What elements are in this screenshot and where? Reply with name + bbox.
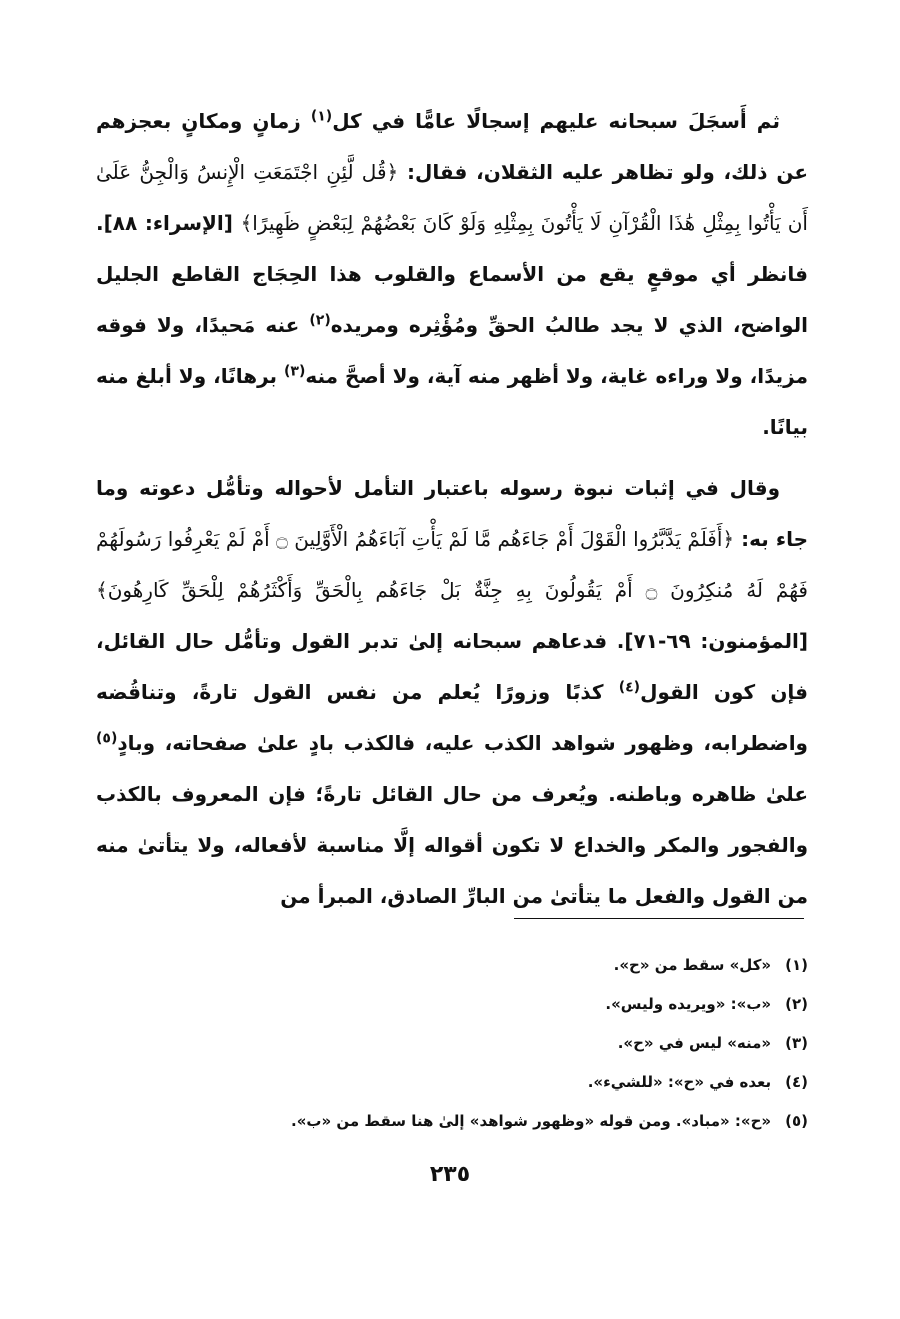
text-segment: [الإسراء: ٨٨]. فانظر أي موقعٍ يقع من الأسماع والقلوب هذا الحِجَاج القاطع الجليل الواضح، الذي لا يجد طالبُ الحقِّ ومُؤْثِره ومريده: [96, 211, 808, 337]
footnotes: [96, 946, 808, 1141]
paragraph-2: [96, 463, 808, 922]
footnote-item: [96, 946, 808, 985]
text-segment: علىٰ ظاهره وباطنه. ويُعرف من حال القائل تارةً؛ فإن المعروف بالكذب والفجور والمكر والخداع لا تكون أقواله إلَّا مناسبة لأفعاله، ولا يتأتىٰ منه من القول والفعل ما يتأتىٰ من البارِّ الصادق، المبرأ من: [96, 782, 808, 908]
footnote-number: (٥): [785, 1112, 808, 1130]
footnote-item: [96, 1063, 808, 1102]
quran-verse: ﴿أَفَلَمْ يَدَّبَّرُوا الْقَوْلَ أَمْ جَاءَهُم مَّا لَمْ يَأْتِ آبَاءَهُمُ الْأَوَّلِينَ ۝ أَمْ لَمْ يَعْرِفُوا رَسُولَهُمْ فَهُمْ لَهُ مُنكِرُونَ ۝ أَمْ يَقُولُونَ بِهِ جِنَّةٌ بَلْ جَاءَهُم بِالْحَقِّ وَأَكْثَرُهُمْ لِلْحَقِّ كَارِهُونَ﴾: [96, 527, 808, 602]
footnote-text: «ح»: «مباد». ومن قوله «وظهور شواهد» إلىٰ هنا سقط من «ب».: [291, 1112, 772, 1130]
text-segment: [المؤمنون: ٦٩-٧١]. فدعاهم سبحانه إلىٰ تدبر القول وتأمُّل حال القائل، فإن كون القول: [96, 629, 809, 704]
text-segment: عنه مَحيدًا، ولا فوقه مزيدًا، ولا وراءه غاية، ولا أظهر منه آية، ولا أصحَّ منه: [96, 313, 808, 388]
footnote-ref-2: (٢): [309, 312, 331, 329]
footnote-text: «كل» سقط من «ح».: [613, 956, 772, 974]
footnote-ref-4: (٤): [618, 679, 641, 696]
quran-verse: ﴿قُل لَّئِنِ اجْتَمَعَتِ الْإِنسُ وَالْجِنُّ عَلَىٰ أَن يَأْتُوا بِمِثْلِ هَٰذَا الْقُرْآنِ لَا يَأْتُونَ بِمِثْلِهِ وَلَوْ كَانَ بَعْضُهُمْ لِبَعْضٍ ظَهِيرًا﴾: [96, 160, 808, 235]
footnote-ref-1: (١): [310, 108, 333, 125]
footnote-text: «منه» ليس في «ح».: [617, 1034, 772, 1052]
footnote-number: (١): [785, 956, 808, 974]
footnote-item: [96, 1102, 808, 1141]
footnote-text: بعده في «ح»: «للشيء».: [587, 1073, 772, 1091]
text-segment: ثم أَسجَلَ سبحانه عليهم إسجالًا عامًّا في كل: [332, 109, 780, 133]
footnote-ref-5: (٥): [96, 730, 118, 747]
footnote-separator: [514, 918, 804, 919]
text-segment: برهانًا، ولا أبلغ منه بيانًا.: [96, 364, 808, 439]
footnote-number: (٣): [785, 1034, 808, 1052]
footnote-number: (٤): [785, 1073, 808, 1091]
text-segment: كذبًا وزورًا يُعلم من نفس القول تارةً، وتناقُضه واضطرابه، وظهور شواهد الكذب عليه، فالكذب بادٍ علىٰ صفحاته، وبادٍ: [96, 680, 808, 755]
footnote-item: [96, 1024, 808, 1063]
footnote-item: [96, 985, 808, 1024]
footnote-number: (٢): [785, 995, 808, 1013]
page-number: ٢٣٥: [429, 1162, 471, 1187]
footnote-text: «ب»: «ويريده وليس».: [605, 995, 772, 1013]
text-segment: وقال في إثبات نبوة رسوله باعتبار التأمل لأحواله وتأمُّل دعوته وما جاء به:: [96, 476, 808, 551]
main-text: [96, 96, 808, 922]
footnote-ref-3: (٣): [284, 363, 306, 380]
paragraph-1: [96, 96, 808, 453]
text-segment: زمانٍ ومكانٍ بعجزهم عن ذلك، ولو تظاهر عليه الثقلان، فقال:: [96, 109, 808, 184]
